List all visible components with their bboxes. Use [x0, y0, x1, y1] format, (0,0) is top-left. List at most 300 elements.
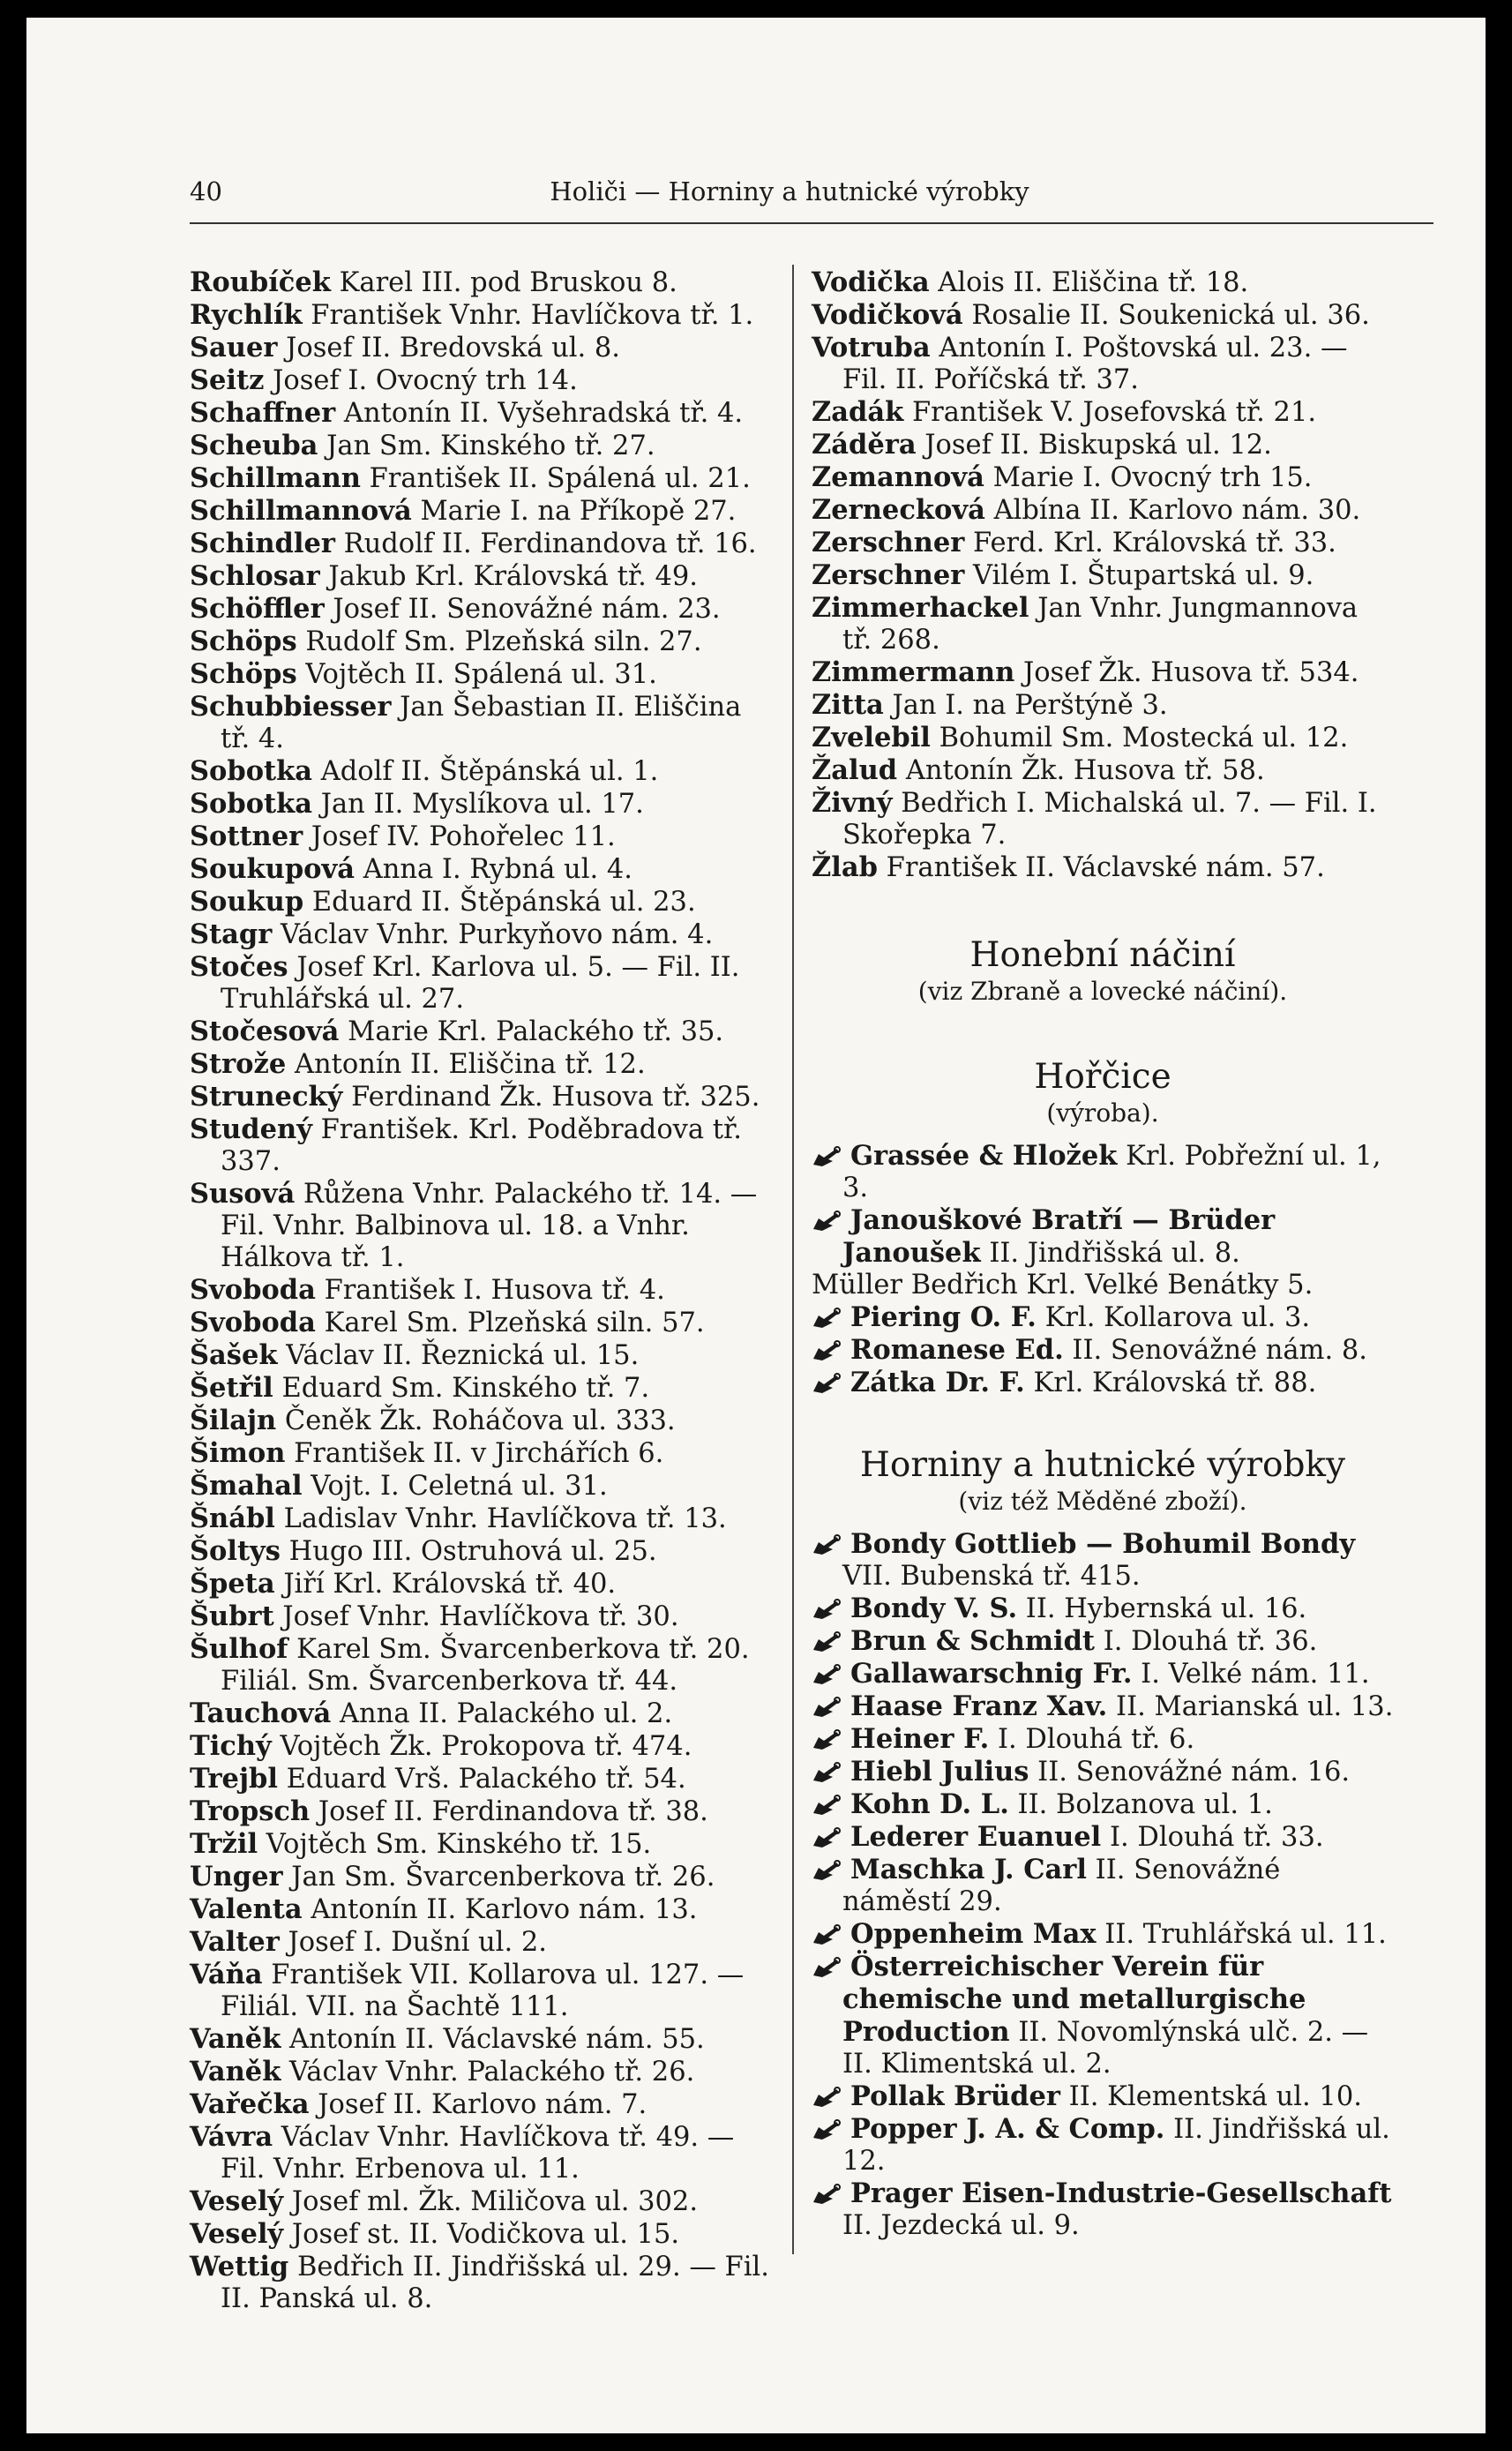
entry-name: Schillmann: [190, 462, 361, 494]
entry-details: Adolf II. Štěpánská ul. 1.: [320, 756, 659, 787]
directory-entry: [812, 1690, 1394, 1723]
directory-entry: [812, 559, 1394, 592]
entry-details: Josef Krl. Karlova ul. 5. — Fil. II. Truhlářská ul. 27.: [221, 952, 740, 1015]
entry-name: Sobotka: [190, 788, 313, 820]
entry-name: Zerschner: [812, 527, 965, 558]
directory-entry: [812, 494, 1394, 527]
directory-entry: [812, 396, 1394, 429]
pointing-hand-icon: [812, 1658, 850, 1690]
pointing-hand-icon: [812, 1821, 850, 1853]
entry-name: Zimmerhackel: [812, 592, 1029, 624]
entry-details: Bedřich I. Michalská ul. 7. — Fil. I. Skořepka 7.: [842, 788, 1377, 851]
entry-details: VII. Bubenská tř. 415.: [842, 1561, 1141, 1592]
entry-name: Österreichischer Verein für chemische und metallurgische Production: [842, 1951, 1306, 2048]
directory-entry: [190, 1698, 772, 1730]
entry-name: Zvelebil: [812, 722, 931, 753]
entry-details: František II. Spálená ul. 21.: [369, 463, 751, 494]
entry-name: Sottner: [190, 821, 303, 852]
directory-entry: [190, 332, 772, 364]
directory-entry: [812, 787, 1394, 851]
entry-details: Václav Vnhr. Purkyňovo nám. 4.: [280, 919, 714, 950]
pointing-hand-icon: [812, 1301, 850, 1333]
entry-details: Čeněk Žk. Roháčova ul. 333.: [284, 1405, 676, 1436]
entry-details: I. Dlouhá tř. 36.: [1103, 1626, 1318, 1657]
pointing-hand-icon: [812, 2113, 850, 2145]
entry-details: František I. Husova tř. 4.: [324, 1275, 665, 1306]
directory-entry: [812, 1723, 1394, 1756]
entry-name: Votruba: [812, 332, 931, 364]
directory-entry: [812, 1854, 1394, 1918]
entry-details: II. Klementská ul. 10.: [1068, 2081, 1362, 2112]
horniny-entries-list: [812, 1528, 1394, 2242]
entry-details: II. Jezdecká ul. 9.: [842, 2210, 1080, 2241]
entry-name: Zemannová: [812, 461, 984, 493]
entry-details: Antonín II. Vyšehradská tř. 4.: [343, 398, 744, 429]
entry-details: Ferdinand Žk. Husova tř. 325.: [351, 1082, 760, 1113]
entry-details: Antonín Žk. Husova tř. 58.: [905, 755, 1265, 786]
entry-details: Václav II. Řeznická ul. 15.: [286, 1340, 640, 1371]
entry-details: Josef II. Senovážné nám. 23.: [333, 594, 721, 625]
entry-name: Vodičková: [812, 299, 963, 331]
entry-details: Ladislav Vnhr. Havlíčkova tř. 13.: [283, 1503, 727, 1534]
directory-entry: [190, 918, 772, 951]
entry-details: Josef Vnhr. Havlíčkova tř. 30.: [282, 1601, 679, 1632]
directory-entry: [190, 1828, 772, 1861]
entry-name: Živný: [812, 787, 893, 819]
pointing-hand-icon: [812, 1528, 850, 1560]
entry-details: Jan Sm. Kinského tř. 27.: [326, 431, 655, 461]
entry-name: Soukupová: [190, 853, 356, 885]
pointing-hand-icon: [812, 1854, 850, 1885]
directory-entry: [812, 429, 1394, 461]
directory-entry: [812, 266, 1394, 299]
directory-entry: [812, 332, 1394, 396]
entry-name: Susová: [190, 1178, 296, 1210]
entry-details: Josef ml. Žk. Miličova ul. 302.: [291, 2186, 699, 2217]
entry-details: Josef II. Ferdinandova tř. 38.: [318, 1796, 708, 1827]
directory-entry: [190, 1274, 772, 1307]
entry-details: František II. v Jirchářích 6.: [294, 1438, 664, 1469]
entry-details: Marie I. na Příkopě 27.: [420, 496, 737, 527]
directory-entry: [190, 1081, 772, 1113]
pointing-hand-icon: [812, 1951, 850, 1983]
entry-name: Unger: [190, 1861, 283, 1893]
entry-details: František V. Josefovská tř. 21.: [911, 397, 1317, 428]
entry-name: Záděra: [812, 429, 917, 461]
directory-entry: [812, 689, 1394, 722]
entry-details: Václav Vnhr. Havlíčkova tř. 49. — Fil. Vnhr. Erbenova ul. 11.: [221, 2122, 735, 2185]
entry-name: Vařečka: [190, 2088, 310, 2120]
entry-details: Eduard II. Štěpánská ul. 23.: [311, 887, 696, 918]
entry-name: Schöps: [190, 626, 297, 657]
directory-entry: [190, 462, 772, 495]
entry-name: Hiebl Julius: [850, 1756, 1029, 1788]
entry-name: Seitz: [190, 364, 265, 396]
entry-details: Antonín II. Karlovo nám. 13.: [311, 1894, 698, 1925]
entry-details: Josef Žk. Husova tř. 534.: [1022, 657, 1359, 688]
pointing-hand-icon: [812, 1204, 850, 1236]
entry-name: Kohn D. L.: [850, 1788, 1009, 1820]
entry-details: Josef I. Ovocný trh 14.: [273, 365, 578, 396]
directory-entry: [812, 1528, 1394, 1593]
directory-entry: [190, 1926, 772, 1959]
directory-entry: [190, 2251, 772, 2315]
directory-entry: [190, 364, 772, 397]
entry-name: Stagr: [190, 918, 273, 950]
entry-name: Rychlík: [190, 299, 303, 331]
entry-name: Schubbiesser: [190, 691, 392, 723]
pointing-hand-icon: [812, 1625, 850, 1657]
entry-name: Šilajn: [190, 1405, 277, 1436]
entry-name: Šulhof: [190, 1633, 288, 1665]
entry-details: Jan Sm. Švarcenberkova tř. 26.: [291, 1862, 715, 1893]
directory-entry: [190, 626, 772, 658]
entry-details: II. Bolzanova ul. 1.: [1017, 1789, 1273, 1820]
column-divider: [792, 265, 794, 2254]
entry-name: Schaffner: [190, 397, 336, 429]
directory-entry: [190, 299, 772, 332]
entry-details: Josef st. II. Vodičkova ul. 15.: [291, 2219, 680, 2250]
entry-name: Svoboda: [190, 1274, 316, 1306]
directory-entry: [190, 1730, 772, 1763]
entry-details: II. Jindřišská ul. 12.: [842, 2114, 1390, 2177]
directory-entry: [190, 658, 772, 691]
entry-name: Schindler: [190, 528, 335, 559]
entry-name: Žalud: [812, 754, 898, 786]
entry-details: Rudolf II. Ferdinandova tř. 16.: [343, 528, 757, 559]
directory-entry: [190, 266, 772, 299]
entry-name: Zátka Dr. F.: [850, 1367, 1025, 1398]
pointing-hand-icon: [812, 1140, 850, 1172]
entry-name: Šnábl: [190, 1503, 275, 1534]
entry-name: Schöps: [190, 658, 297, 690]
entry-details: II. Jindřišská ul. 8.: [989, 1238, 1240, 1269]
directory-entry: [190, 593, 772, 626]
section-subheading-honebni: (viz Zbraně a lovecké náčiní).: [917, 977, 1288, 1006]
entry-name: Roubíček: [190, 266, 331, 298]
entry-name: Stočes: [190, 951, 288, 983]
entry-name: Šmahal: [190, 1470, 303, 1502]
entry-name: Schlosar: [190, 560, 320, 592]
pointing-hand-icon: [812, 1918, 850, 1950]
entry-name: Zitta: [812, 689, 884, 721]
header-rule: [190, 222, 1433, 224]
directory-entry: [190, 2218, 772, 2251]
entry-name: Váňa: [190, 1959, 263, 1990]
entry-details: Antonín I. Poštovská ul. 23. — Fil. II. Poříčská tř. 37.: [842, 333, 1348, 395]
directory-entry: [812, 2080, 1394, 2113]
entry-details: Karel III. pod Bruskou 8.: [339, 267, 677, 298]
directory-entry: [812, 1334, 1394, 1367]
entry-details: Alois II. Eliščina tř. 18.: [938, 267, 1249, 298]
entry-name: Oppenheim Max: [850, 1918, 1097, 1950]
entry-name: Šoltys: [190, 1535, 281, 1567]
entry-details: Růžena Vnhr. Palackého tř. 14. — Fil. Vnhr. Balbinova ul. 18. a Vnhr. Hálkova tř. 1.: [221, 1179, 758, 1273]
entry-name: Vaněk: [190, 2023, 281, 2055]
entry-details: II. Marianská ul. 13.: [1116, 1691, 1394, 1722]
directory-entry: [812, 1951, 1394, 2080]
directory-entry: [190, 1437, 772, 1470]
directory-entry: [190, 1861, 772, 1893]
directory-entry: [190, 1893, 772, 1926]
entry-details: Rudolf Sm. Plzeňská siln. 27.: [305, 626, 702, 657]
entry-details: II. Senovážné nám. 8.: [1072, 1335, 1367, 1366]
entry-name: Schöffler: [190, 593, 325, 625]
entry-details: Hugo III. Ostruhová ul. 25.: [288, 1536, 657, 1567]
directory-entry: [812, 1821, 1394, 1854]
entry-details: Antonín II. Eliščina tř. 12.: [294, 1049, 646, 1080]
directory-entry: [190, 528, 772, 560]
entry-name: Gallawarschnig Fr.: [850, 1658, 1133, 1690]
directory-entry: [812, 1658, 1394, 1690]
entry-details: Albína II. Karlovo nám. 30.: [993, 495, 1361, 526]
pointing-hand-icon: [812, 1723, 850, 1755]
directory-entry: [190, 691, 772, 755]
directory-entry: [190, 2185, 772, 2218]
directory-entry: [190, 853, 772, 886]
directory-entry: [190, 1795, 772, 1828]
entry-details: Vojtěch II. Spálená ul. 31.: [305, 659, 657, 690]
entry-details: Ferd. Krl. Královská tř. 33.: [973, 528, 1336, 558]
entry-name: Sobotka: [190, 755, 313, 787]
entry-name: Vávra: [190, 2121, 273, 2153]
entry-name: Heiner F.: [850, 1723, 990, 1755]
right-column: [812, 266, 1394, 2242]
entry-details: Josef IV. Pohořelec 11.: [311, 821, 616, 852]
entry-name: Zimmermann: [812, 656, 1015, 688]
entry-name: Šubrt: [190, 1600, 274, 1632]
entry-details: Vojtěch Sm. Kinského tř. 15.: [266, 1829, 652, 1860]
entry-name: Valter: [190, 1926, 280, 1958]
directory-entry: [190, 560, 772, 593]
pointing-hand-icon: [812, 2080, 850, 2112]
directory-entry: [190, 397, 772, 430]
directory-entry: [190, 1959, 772, 2023]
directory-entry: [190, 495, 772, 528]
entry-name: Veselý: [190, 2185, 284, 2217]
pointing-hand-icon: [812, 1367, 850, 1398]
pointing-hand-icon: [812, 1334, 850, 1366]
entry-name: Svoboda: [190, 1307, 316, 1338]
entry-details: Eduard Sm. Kinského tř. 7.: [281, 1373, 650, 1404]
entry-name: Scheuba: [190, 430, 318, 461]
entry-details: Antonín II. Václavské nám. 55.: [289, 2024, 705, 2055]
directory-entry: [190, 430, 772, 462]
section-subheading-horniny: (viz též Měděné zboží).: [958, 1487, 1247, 1516]
entry-name: Šetřil: [190, 1372, 273, 1404]
directory-entry: [812, 1625, 1394, 1658]
directory-entry: [812, 461, 1394, 494]
entry-details: Vilém I. Štupartská ul. 9.: [973, 560, 1314, 591]
directory-entry: [190, 1307, 772, 1339]
entry-details: Vojtěch Žk. Prokopova tř. 474.: [280, 1731, 692, 1762]
directory-entry: [812, 592, 1394, 656]
directory-entry: [190, 1503, 772, 1535]
entry-details: Jan II. Myslíkova ul. 17.: [320, 789, 644, 820]
directory-entry: [190, 1339, 772, 1372]
entry-name: Tržil: [190, 1828, 258, 1860]
directory-entry: [190, 821, 772, 853]
directory-entry: [812, 722, 1394, 754]
directory-entry: [190, 1763, 772, 1795]
entry-name: Špeta: [190, 1568, 275, 1600]
section-heading-horniny: Horniny a hutnické výrobky: [859, 1445, 1346, 1485]
directory-entry: [190, 1633, 772, 1698]
entry-details: II. Senovážné náměstí 29.: [842, 1855, 1281, 1917]
entry-name: Maschka J. Carl: [850, 1854, 1087, 1885]
section-heading-honebni: Honební náčiní: [969, 935, 1236, 975]
directory-entry: [190, 2121, 772, 2185]
horcice-entries-list: [812, 1140, 1394, 1399]
entry-details: Josef II. Karlovo nám. 7.: [318, 2089, 647, 2120]
entry-name: Trejbl: [190, 1763, 278, 1795]
entry-name: Zadák: [812, 396, 904, 428]
directory-entry: [812, 1204, 1394, 1270]
pointing-hand-icon: [812, 2177, 850, 2209]
directory-entry: [812, 1756, 1394, 1788]
entry-name: Soukup: [190, 886, 304, 918]
entry-details: Anna II. Palackého ul. 2.: [340, 1698, 673, 1729]
entry-details: Marie I. Ovocný trh 15.: [992, 462, 1313, 493]
directory-entry: [812, 1301, 1394, 1334]
directory-entry: [812, 2177, 1394, 2242]
entry-details: Eduard Vrš. Palackého tř. 54.: [286, 1764, 686, 1795]
directory-entry: [190, 1535, 772, 1568]
directory-entry: [812, 2113, 1394, 2177]
entry-details: Marie Krl. Palackého tř. 35.: [348, 1016, 724, 1047]
entry-details: František. Krl. Poděbradova tř. 337.: [221, 1114, 742, 1177]
directory-entry: [190, 1405, 772, 1437]
entry-details: Josef II. Biskupská ul. 12.: [924, 430, 1272, 461]
entry-name: Janouškové Bratří — Brüder Janoušek: [842, 1204, 1276, 1269]
entry-name: Popper J. A. & Comp.: [850, 2113, 1165, 2145]
entry-name: Schillmannová: [190, 495, 412, 527]
directory-entry: [190, 1568, 772, 1600]
right-entries-list: [812, 266, 1394, 884]
entry-details: František Vnhr. Havlíčkova tř. 1.: [311, 300, 754, 331]
entry-name: Zernecková: [812, 494, 985, 526]
entry-name: Šimon: [190, 1437, 286, 1469]
directory-entry: [812, 1788, 1394, 1821]
entry-details: Müller Bedřich Krl. Velké Benátky 5.: [812, 1270, 1314, 1300]
entry-name: Stočesová: [190, 1016, 340, 1047]
page-header: [190, 176, 1389, 219]
entry-details: Bohumil Sm. Mostecká ul. 12.: [939, 723, 1349, 753]
entry-name: Bondy Gottlieb — Bohumil Bondy: [850, 1528, 1356, 1560]
directory-entry: [812, 754, 1394, 787]
entry-details: Jan Vnhr. Jungmannova tř. 268.: [842, 593, 1359, 656]
directory-entry: [190, 1372, 772, 1405]
directory-entry: [812, 1270, 1394, 1301]
entry-name: Vodička: [812, 266, 930, 298]
entry-name: Haase Franz Xav.: [850, 1690, 1108, 1722]
entry-details: Jakub Krl. Královská tř. 49.: [328, 561, 698, 592]
directory-entry: [190, 1470, 772, 1503]
directory-entry: [812, 851, 1394, 884]
entry-details: II. Novomlýnská ulč. 2. — II. Klimentská ul. 2.: [842, 2017, 1369, 2080]
entry-name: Studený: [190, 1113, 312, 1145]
directory-entry: [190, 1016, 772, 1048]
entry-details: Josef I. Dušní ul. 2.: [288, 1927, 547, 1958]
directory-entry: [190, 951, 772, 1016]
entry-name: Grassée & Hložek: [850, 1140, 1118, 1172]
pointing-hand-icon: [812, 1690, 850, 1722]
entry-details: I. Dlouhá tř. 6.: [997, 1724, 1195, 1755]
entry-details: Bedřich II. Jindřišská ul. 29. — Fil. II. Panská ul. 8.: [221, 2252, 769, 2314]
entry-name: Lederer Euanuel: [850, 1821, 1102, 1853]
directory-entry: [190, 2088, 772, 2121]
entry-details: II. Truhlářská ul. 11.: [1104, 1919, 1387, 1950]
entry-name: Zerschner: [812, 559, 965, 591]
directory-entry: [190, 1600, 772, 1633]
entry-details: Krl. Královská tř. 88.: [1033, 1368, 1317, 1398]
entry-name: Žlab: [812, 851, 878, 883]
entry-details: I. Velké nám. 11.: [1141, 1659, 1370, 1690]
entry-name: Bondy V. S.: [850, 1593, 1018, 1624]
entry-name: Vaněk: [190, 2056, 281, 2087]
section-heading-horcice: Hořčice: [1034, 1057, 1171, 1097]
entry-details: Jan I. na Perštýně 3.: [892, 690, 1168, 721]
pointing-hand-icon: [812, 1788, 850, 1820]
entry-details: František VII. Kollarova ul. 127. — Filiál. VII. na Šachtě 111.: [221, 1960, 745, 2022]
running-title: Holiči — Horniny a hutnické výrobky: [550, 176, 1029, 206]
directory-entry: [812, 1367, 1394, 1399]
entry-name: Pollak Brüder: [850, 2080, 1060, 2112]
entry-details: Karel Sm. Plzeňská siln. 57.: [324, 1308, 705, 1338]
directory-entry: [812, 1140, 1394, 1204]
left-column: [190, 266, 772, 2315]
directory-entry: [812, 527, 1394, 559]
entry-details: Josef II. Bredovská ul. 8.: [286, 333, 620, 364]
directory-entry: [190, 788, 772, 821]
directory-entry: [190, 1113, 772, 1178]
directory-entry: [190, 1178, 772, 1274]
entry-name: Šašek: [190, 1339, 278, 1371]
entry-details: Krl. Pobřežní ul. 1, 3.: [842, 1141, 1381, 1203]
directory-entry: [190, 1048, 772, 1081]
directory-entry: [812, 299, 1394, 332]
pointing-hand-icon: [812, 1756, 850, 1788]
entry-details: II. Hybernská ul. 16.: [1025, 1593, 1307, 1624]
entry-name: Prager Eisen-Industrie-Gesellschaft: [850, 2177, 1392, 2209]
entry-name: Tichý: [190, 1730, 272, 1762]
entry-name: Piering O. F.: [850, 1301, 1037, 1333]
pointing-hand-icon: [812, 1593, 850, 1624]
entry-name: Tropsch: [190, 1795, 311, 1827]
entry-details: František II. Václavské nám. 57.: [886, 852, 1325, 883]
directory-entry: [812, 1918, 1394, 1951]
entry-details: Anna I. Rybná ul. 4.: [363, 854, 632, 885]
entry-name: Veselý: [190, 2218, 284, 2250]
entry-details: Krl. Kollarova ul. 3.: [1044, 1302, 1311, 1333]
directory-entry: [190, 886, 772, 918]
directory-entry: [190, 755, 772, 788]
entry-name: Sauer: [190, 332, 278, 364]
entry-details: Vojt. I. Celetná ul. 31.: [311, 1471, 608, 1502]
entry-details: Rosalie II. Soukenická ul. 36.: [971, 300, 1370, 331]
entry-name: Romanese Ed.: [850, 1334, 1064, 1366]
entry-details: I. Dlouhá tř. 33.: [1109, 1822, 1324, 1853]
entry-name: Strunecký: [190, 1081, 343, 1113]
entry-name: Brun & Schmidt: [850, 1625, 1096, 1657]
entry-details: Václav Vnhr. Palackého tř. 26.: [289, 2057, 695, 2087]
entry-details: II. Senovážné nám. 16.: [1037, 1757, 1351, 1788]
page-number: 40: [190, 176, 222, 206]
directory-entry: [812, 1593, 1394, 1625]
directory-entry: [190, 2056, 772, 2088]
directory-entry: [190, 2023, 772, 2056]
entry-name: Valenta: [190, 1893, 303, 1925]
